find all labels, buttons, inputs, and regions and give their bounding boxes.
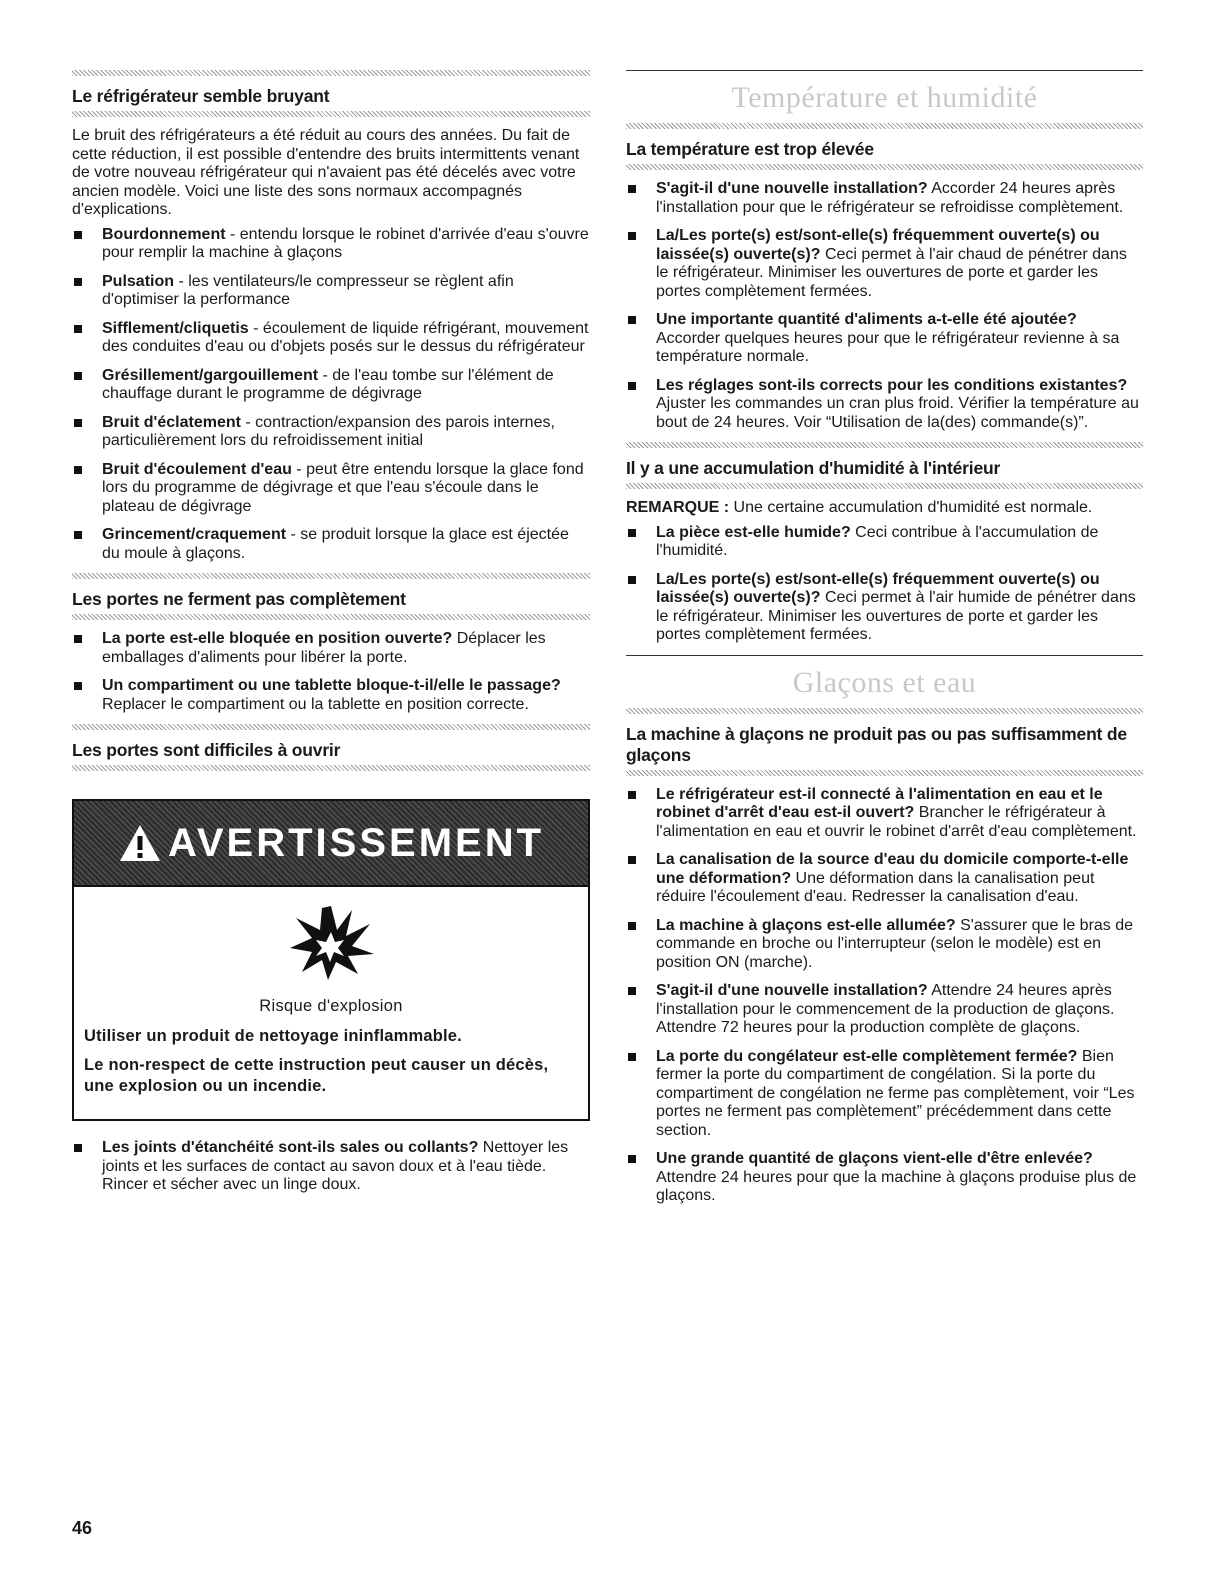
bullet-icon bbox=[628, 1053, 636, 1061]
warning-consequence: Le non-respect de cette instruction peut causer un décès, une explosion ou un incendie. bbox=[84, 1056, 549, 1095]
list-item: La/Les porte(s) est/sont-elle(s) fréquemment ouverte(s) ou laissée(s) ouverte(s)? Ceci permet à l'air chaud de pénétrer dans le réfrigérateur. Minimiser les ouvertures de porte et garder les portes complètement fermées. bbox=[626, 227, 1143, 301]
hatch-divider bbox=[626, 483, 1143, 489]
list-item: Les joints d'étanchéité sont-ils sales ou collants? Nettoyer les joints et les surfaces de contact au savon doux et à l'eau tiède. Rincer et sécher avec un linge doux. bbox=[72, 1139, 590, 1195]
bullet-icon bbox=[74, 231, 82, 239]
bullet-icon bbox=[628, 922, 636, 930]
doors-open-heading-block bbox=[72, 724, 590, 771]
list-item: Grésillement/gargouillement - de l'eau tombe sur l'élément de chauffage durant le programme de dégivrage bbox=[72, 367, 590, 404]
ice-heading: La machine à glaçons ne produit pas ou pas suffisamment de glaçons bbox=[626, 723, 1127, 765]
list-item: La machine à glaçons est-elle allumée? S'assurer que le bras de commande en broche ou l'interrupteur (selon le modèle) est en position ON (marche). bbox=[626, 917, 1143, 973]
list-item: Bruit d'écoulement d'eau - peut être entendu lorsque la glace fond lors du programme de dégivrage et que l'eau s'écoule dans le plateau de dégivrage bbox=[72, 461, 590, 517]
bullet-icon bbox=[74, 1144, 82, 1152]
bullet-icon bbox=[74, 635, 82, 643]
list-item: La canalisation de la source d'eau du domicile comporte-t-elle une déformation? Une déformation dans la canalisation peut réduire l'écoulement d'eau. Redresser la canalisation d'eau. bbox=[626, 851, 1143, 907]
doors-close-heading: Les portes ne ferment pas complètement bbox=[72, 589, 406, 609]
temp-high-list bbox=[626, 180, 1143, 432]
bullet-icon bbox=[74, 682, 82, 690]
bullet-icon bbox=[628, 382, 636, 390]
bullet-icon bbox=[628, 529, 636, 537]
hatch-divider bbox=[72, 614, 590, 620]
explosion-pictogram bbox=[74, 887, 588, 997]
doors-open-list bbox=[72, 1139, 590, 1195]
list-item: Le réfrigérateur est-il connecté à l'alimentation en eau et le robinet d'arrêt d'eau est-il ouvert? Brancher le réfrigérateur à l'alimentation en eau et ouvrir le robinet d'arrêt d'eau complètement. bbox=[626, 786, 1143, 842]
bullet-icon bbox=[74, 466, 82, 474]
bullet-icon bbox=[74, 419, 82, 427]
temp-high-heading: La température est trop élevée bbox=[626, 139, 874, 159]
humidity-heading-block bbox=[626, 442, 1143, 489]
list-item: La/Les porte(s) est/sont-elle(s) fréquemment ouverte(s) ou laissée(s) ouverte(s)? Ceci permet à l'air humide de pénétrer dans le réfrigérateur. Minimiser les ouvertures de porte et garder les portes complètement fermées. bbox=[626, 571, 1143, 645]
bullet-icon bbox=[628, 185, 636, 193]
list-item: Pulsation - les ventilateurs/le compresseur se règlent afin d'optimiser la performance bbox=[72, 273, 590, 310]
warning-title: AVERTISSEMENT bbox=[167, 820, 545, 865]
bullet-icon bbox=[628, 316, 636, 324]
warning-triangle-icon bbox=[118, 823, 162, 863]
doors-close-heading-block bbox=[72, 573, 590, 620]
bullet-icon bbox=[74, 325, 82, 333]
doors-close-list bbox=[72, 630, 590, 714]
list-item: Bourdonnement - entendu lorsque le robinet d'arrivée d'eau s'ouvre pour remplir la machine à glaçons bbox=[72, 226, 590, 263]
ice-section-title: Glaçons et eau bbox=[626, 655, 1143, 708]
bullet-icon bbox=[628, 1155, 636, 1163]
bullet-icon bbox=[628, 232, 636, 240]
noise-intro: Le bruit des réfrigérateurs a été réduit au cours des années. Du fait de cette réduction, il est possible d'entendre des bruits intermittents venant de votre nouveau réfrigérateur qui n'avaient pas été décelés avec votre ancien modèle. Voici une liste des sons normaux accompagnés d'explications. bbox=[72, 127, 580, 218]
ice-heading-block bbox=[626, 708, 1143, 776]
hatch-divider bbox=[626, 770, 1143, 776]
page-number: 46 bbox=[72, 1518, 93, 1538]
right-column bbox=[626, 70, 1143, 1216]
hatch-divider bbox=[72, 765, 590, 771]
warning-text bbox=[74, 997, 588, 1119]
list-item: La porte est-elle bloquée en position ouverte? Déplacer les emballages d'aliments pour libérer la porte. bbox=[72, 630, 590, 667]
list-item: Les réglages sont-ils corrects pour les conditions existantes? Ajuster les commandes un cran plus froid. Vérifier la température au bout de 24 heures. Voir “Utilisation de la(des) commande(s)”. bbox=[626, 377, 1143, 433]
bullet-icon bbox=[628, 856, 636, 864]
list-item: Une grande quantité de glaçons vient-elle d'être enlevée? Attendre 24 heures pour que la machine à glaçons produise plus de glaçons. bbox=[626, 1150, 1143, 1206]
list-item: Un compartiment ou une tablette bloque-t-il/elle le passage? Replacer le compartiment ou la tablette en position correcte. bbox=[72, 677, 590, 714]
list-item: Sifflement/cliquetis - écoulement de liquide réfrigérant, mouvement des conduites d'eau ou d'objets posés sur le dessus du réfrigérateur bbox=[72, 320, 590, 357]
humidity-heading: Il y a une accumulation d'humidité à l'intérieur bbox=[626, 458, 1001, 478]
temp-section-title: Température et humidité bbox=[626, 70, 1143, 123]
humidity-list bbox=[626, 524, 1143, 645]
warning-risk: Risque d'explosion bbox=[259, 997, 403, 1015]
list-item: Grincement/craquement - se produit lorsque la glace est éjectée du moule à glaçons. bbox=[72, 526, 590, 563]
list-item: La porte du congélateur est-elle complètement fermée? Bien fermer la porte du compartiment de congélation. Si la porte du compartiment de congélation ne ferme pas complètement, voir “Les portes ne ferment pas complètement” précédemment dans cette section. bbox=[626, 1048, 1143, 1141]
note-label: REMARQUE : bbox=[626, 499, 730, 516]
list-item: Une importante quantité d'aliments a-t-elle été ajoutée? Accorder quelques heures pour que le réfrigérateur revienne à sa température normale. bbox=[626, 311, 1143, 367]
warning-header bbox=[74, 801, 588, 887]
doors-open-heading: Les portes sont difficiles à ouvrir bbox=[72, 740, 341, 760]
list-item: La pièce est-elle humide? Ceci contribue à l'accumulation de l'humidité. bbox=[626, 524, 1143, 561]
noise-heading-block bbox=[72, 70, 590, 117]
bullet-icon bbox=[74, 278, 82, 286]
temp-high-heading-block bbox=[626, 123, 1143, 170]
warning-instruction: Utiliser un produit de nettoyage ininflammable. bbox=[84, 1027, 462, 1045]
list-item: Bruit d'éclatement - contraction/expansion des parois internes, particulièrement lors du refroidissement initial bbox=[72, 414, 590, 451]
bullet-icon bbox=[628, 791, 636, 799]
list-item: S'agit-il d'une nouvelle installation? Accorder 24 heures après l'installation pour que le réfrigérateur se refroidisse complètement. bbox=[626, 180, 1143, 217]
ice-list bbox=[626, 786, 1143, 1206]
warning-box bbox=[72, 799, 590, 1121]
hatch-divider bbox=[72, 111, 590, 117]
explosion-icon bbox=[286, 902, 376, 982]
bullet-icon bbox=[628, 987, 636, 995]
list-item: S'agit-il d'une nouvelle installation? Attendre 24 heures après l'installation pour le commencement de la production de glaçons. Attendre 72 heures pour la production complète de glaçons. bbox=[626, 982, 1143, 1038]
note-text: Une certaine accumulation d'humidité est normale. bbox=[729, 499, 1093, 516]
bullet-icon bbox=[628, 576, 636, 584]
humidity-note bbox=[626, 499, 1143, 518]
bullet-icon bbox=[74, 531, 82, 539]
noise-list bbox=[72, 226, 590, 564]
noise-heading: Le réfrigérateur semble bruyant bbox=[72, 86, 330, 106]
hatch-divider bbox=[626, 164, 1143, 170]
left-column bbox=[72, 70, 590, 1205]
bullet-icon bbox=[74, 372, 82, 380]
